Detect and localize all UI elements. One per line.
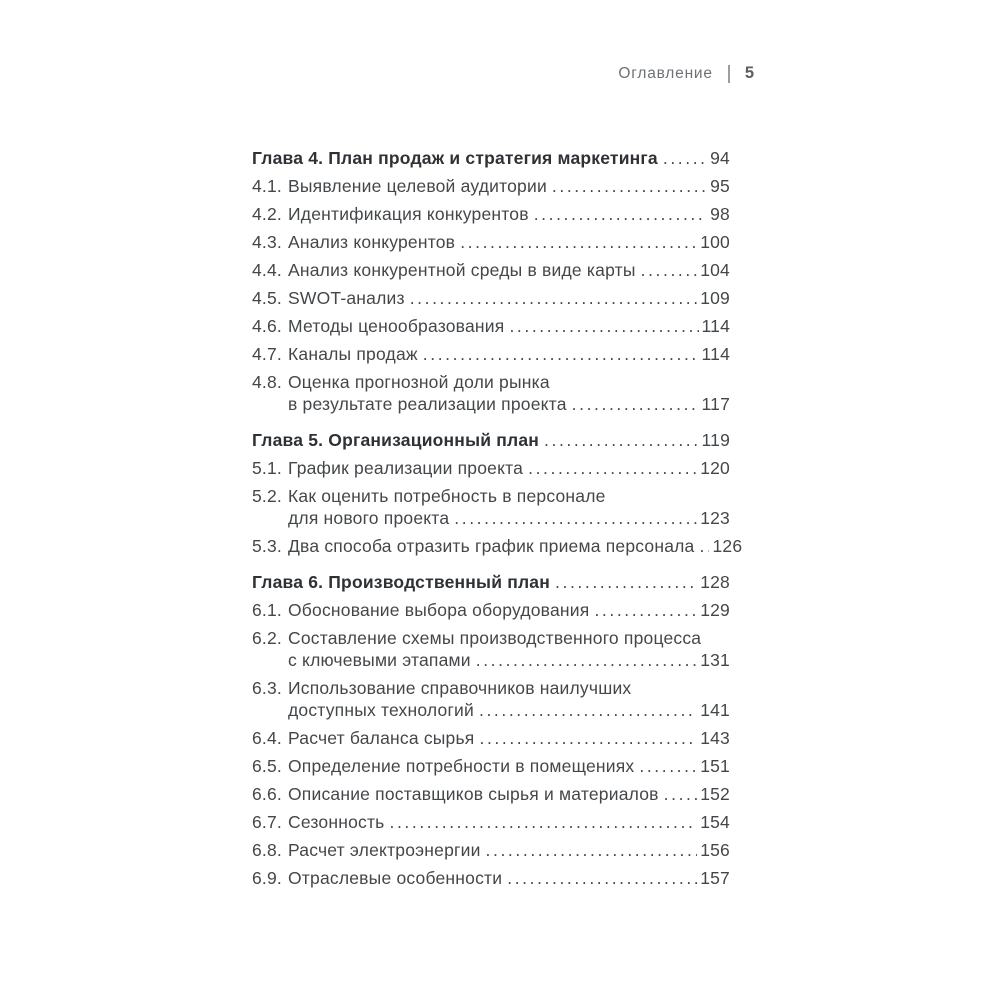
entry-page: 109 xyxy=(700,288,730,308)
entry-number: 6.9. xyxy=(252,868,282,888)
toc-entry xyxy=(252,203,730,225)
dot-leader xyxy=(641,259,698,281)
dot-leader xyxy=(480,727,698,749)
entry-number: 4.7. xyxy=(252,344,282,364)
dot-leader xyxy=(479,699,697,721)
entry-page: 131 xyxy=(700,650,730,670)
entry-page: 98 xyxy=(710,204,730,224)
entry-number: 4.6. xyxy=(252,316,282,336)
entry-page: 154 xyxy=(700,812,730,832)
dot-leader xyxy=(699,535,709,557)
dot-leader xyxy=(664,783,698,805)
toc-entry xyxy=(252,485,730,529)
entry-number: 4.5. xyxy=(252,288,282,308)
dot-leader xyxy=(476,649,697,671)
toc-entry xyxy=(252,315,730,337)
dot-leader xyxy=(507,867,697,889)
entry-page: 114 xyxy=(701,344,730,364)
entry-title: Сезонность xyxy=(288,812,385,832)
entry-title: Описание поставщиков сырья и материалов xyxy=(288,784,659,804)
entry-page: 120 xyxy=(700,458,730,478)
entry-page: 129 xyxy=(700,600,730,620)
toc-entry xyxy=(252,727,730,749)
entry-number: 6.3. xyxy=(252,678,282,698)
entry-title: Идентификация конкурентов xyxy=(288,204,529,224)
dot-leader xyxy=(594,599,697,621)
entry-title-line2: с ключевыми этапами xyxy=(288,650,471,670)
heading-label: Глава 6. Производственный план xyxy=(252,572,551,592)
heading-page: 128 xyxy=(700,572,730,592)
entry-number: 4.3. xyxy=(252,232,282,252)
dot-leader xyxy=(534,203,707,225)
entry-title: Обоснование выбора оборудования xyxy=(288,600,590,620)
entry-page: 104 xyxy=(700,260,730,280)
entry-number: 6.2. xyxy=(252,628,282,648)
toc-entry xyxy=(252,457,730,479)
entry-title: Определение потребности в помещениях xyxy=(288,756,635,776)
entry-page: 152 xyxy=(700,784,730,804)
running-title: Оглавление xyxy=(618,64,713,82)
entry-page: 114 xyxy=(701,316,730,336)
toc-entry xyxy=(252,677,730,721)
toc-entry xyxy=(252,783,730,805)
entry-number: 6.8. xyxy=(252,840,282,860)
entry-number: 4.1. xyxy=(252,176,282,196)
entry-title: Отраслевые особенности xyxy=(288,868,503,888)
toc-entry xyxy=(252,599,730,621)
dot-leader xyxy=(390,811,698,833)
entry-title: График реализации проекта xyxy=(288,458,524,478)
entry-title: Методы ценообразования xyxy=(288,316,505,336)
toc-section-heading xyxy=(252,147,730,169)
heading-label: Глава 5. Организационный план xyxy=(252,430,540,450)
entry-page: 143 xyxy=(700,728,730,748)
entry-number: 6.4. xyxy=(252,728,282,748)
entry-page: 151 xyxy=(700,756,730,776)
toc-entry xyxy=(252,343,730,365)
dot-leader xyxy=(555,571,697,593)
toc-entry xyxy=(252,259,730,281)
heading-page: 94 xyxy=(710,148,730,168)
entry-title: Составление схемы производственного процесса xyxy=(288,628,702,648)
entry-page: 123 xyxy=(700,508,730,528)
toc-section-heading xyxy=(252,571,730,593)
dot-leader xyxy=(509,315,698,337)
entry-number: 6.1. xyxy=(252,600,282,620)
entry-title: Анализ конкурентной среды в виде карты xyxy=(288,260,636,280)
entry-title-line2: доступных технологий xyxy=(288,700,474,720)
entry-number: 4.8. xyxy=(252,372,282,392)
entry-number: 4.2. xyxy=(252,204,282,224)
toc-entry xyxy=(252,811,730,833)
entry-number: 6.7. xyxy=(252,812,282,832)
toc-entry xyxy=(252,535,743,557)
dot-leader xyxy=(663,147,707,169)
table-of-contents xyxy=(252,133,743,895)
header-page-number: 5 xyxy=(744,64,754,82)
entry-title: SWOT-анализ xyxy=(288,288,405,308)
entry-number: 4.4. xyxy=(252,260,282,280)
dot-leader xyxy=(460,231,697,253)
toc-entry xyxy=(252,175,730,197)
heading-label: Глава 4. План продаж и стратегия маркетинга xyxy=(252,148,658,168)
entry-page: 95 xyxy=(710,176,730,196)
dot-leader xyxy=(528,457,697,479)
entry-number: 6.6. xyxy=(252,784,282,804)
dot-leader xyxy=(639,755,697,777)
entry-page: 157 xyxy=(700,868,730,888)
entry-page: 156 xyxy=(700,840,730,860)
entry-number: 5.3. xyxy=(252,536,282,556)
toc-entry xyxy=(252,287,730,309)
toc-entry xyxy=(252,867,730,889)
page-header xyxy=(0,64,754,83)
toc-entry xyxy=(252,231,730,253)
entry-page: 117 xyxy=(701,394,730,414)
dot-leader xyxy=(423,343,699,365)
entry-title: Оценка прогнозной доли рынка xyxy=(288,372,550,392)
toc-entry xyxy=(252,755,730,777)
header-separator xyxy=(728,65,730,83)
toc-entry xyxy=(252,839,730,861)
entry-title: Выявление целевой аудитории xyxy=(288,176,547,196)
dot-leader xyxy=(544,429,698,451)
entry-title: Расчет электроэнергии xyxy=(288,840,481,860)
entry-number: 6.5. xyxy=(252,756,282,776)
entry-page: 100 xyxy=(700,232,730,252)
dot-leader xyxy=(552,175,707,197)
entry-number: 5.2. xyxy=(252,486,282,506)
entry-title: Каналы продаж xyxy=(288,344,418,364)
entry-number: 5.1. xyxy=(252,458,282,478)
entry-title: Как оценить потребность в персонале xyxy=(288,486,606,506)
dot-leader xyxy=(410,287,697,309)
entry-page: 141 xyxy=(700,700,730,720)
toc-entry xyxy=(252,627,730,671)
toc-entry xyxy=(252,371,730,415)
entry-title: Расчет баланса сырья xyxy=(288,728,475,748)
toc-section-heading xyxy=(252,429,730,451)
entry-title: Анализ конкурентов xyxy=(288,232,456,252)
dot-leader xyxy=(486,839,698,861)
entry-title-line2: в результате реализации проекта xyxy=(288,394,567,414)
entry-title-line2: для нового проекта xyxy=(288,508,450,528)
dot-leader xyxy=(454,507,697,529)
entry-title: Использование справочников наилучших xyxy=(288,678,632,698)
heading-page: 119 xyxy=(701,430,730,450)
dot-leader xyxy=(572,393,699,415)
entry-title: Два способа отразить график приема персонала xyxy=(288,536,695,556)
entry-page: 126 xyxy=(712,536,743,556)
